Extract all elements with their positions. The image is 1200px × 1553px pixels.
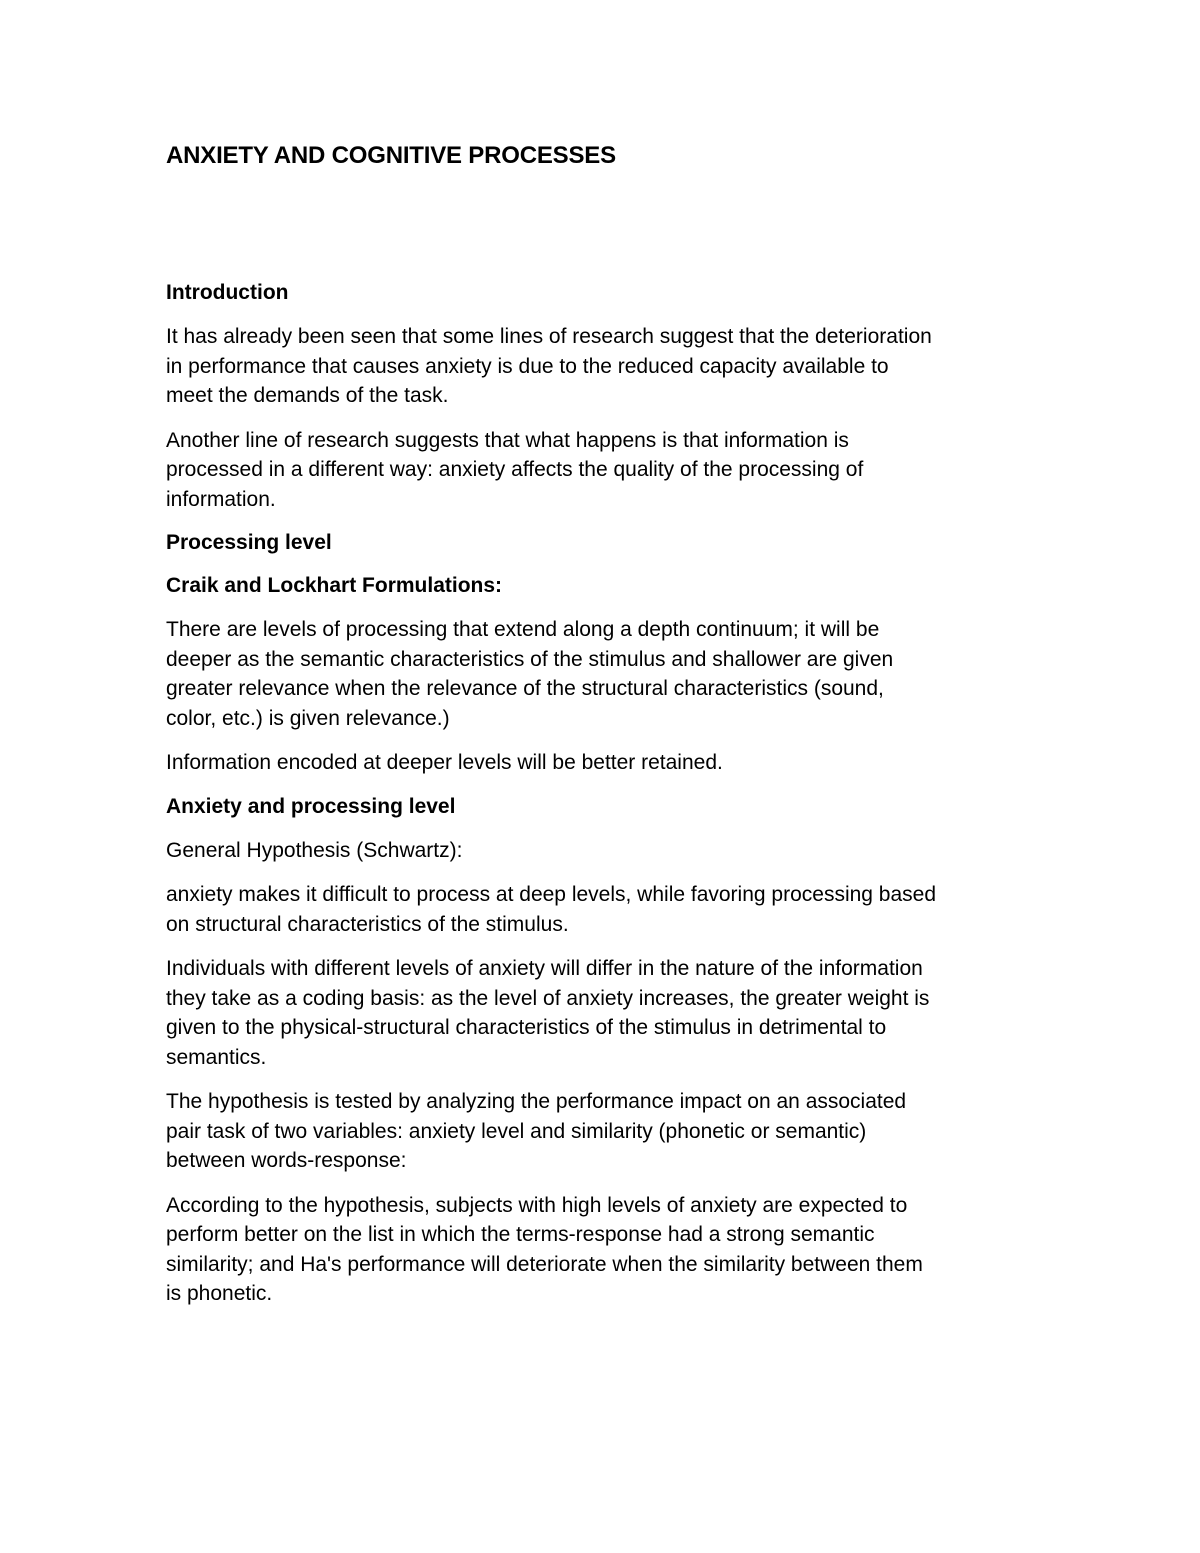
paragraph: It has already been seen that some lines of research suggest that the deterioration in performance that causes anxiety is due to the reduced capacity available to meet the demands of the task.: [166, 325, 932, 407]
document-title: ANXIETY AND COGNITIVE PROCESSES: [166, 142, 616, 169]
paragraph: anxiety makes it difficult to process at deep levels, while favoring processing based on structural characteristics of the stimulus.: [166, 883, 937, 936]
subsection-heading-craik-lockhart: Craik and Lockhart Formulations:: [166, 574, 503, 597]
paragraph: General Hypothesis (Schwartz):: [166, 838, 463, 862]
paragraph: The hypothesis is tested by analyzing the performance impact on an associated pair task of two variables: anxiety level and similarity (phonetic or semantic) between words-response:: [166, 1090, 907, 1172]
section-heading-anxiety-processing: Anxiety and processing level: [166, 794, 456, 818]
document-body: [166, 279, 1036, 1324]
section-heading-introduction: Introduction: [166, 281, 289, 304]
paragraph: There are levels of processing that extend along a depth continuum; it will be deeper as the semantic characteristics of the stimulus and shallower are given greater relevance when the relevance of the structural characteristics (sound, color, etc.) is given relevance.): [166, 618, 894, 730]
paragraph: Individuals with different levels of anxiety will differ in the nature of the information they take as a coding basis: as the level of anxiety increases, the greater weight is given to the physical-structural characteristics of the stimulus in detrimental to semantics.: [166, 957, 930, 1069]
section-heading-processing-level: Processing level: [166, 531, 332, 554]
paragraph: According to the hypothesis, subjects with high levels of anxiety are expected to perform better on the list in which the terms-response had a strong semantic similarity; and Ha's performance will deteriorate when the similarity between them is phonetic.: [166, 1193, 923, 1305]
paragraph: Another line of research suggests that what happens is that information is processed in a different way: anxiety affects the quality of the processing of information.: [166, 428, 864, 511]
paragraph: Information encoded at deeper levels will be better retained.: [166, 751, 723, 774]
